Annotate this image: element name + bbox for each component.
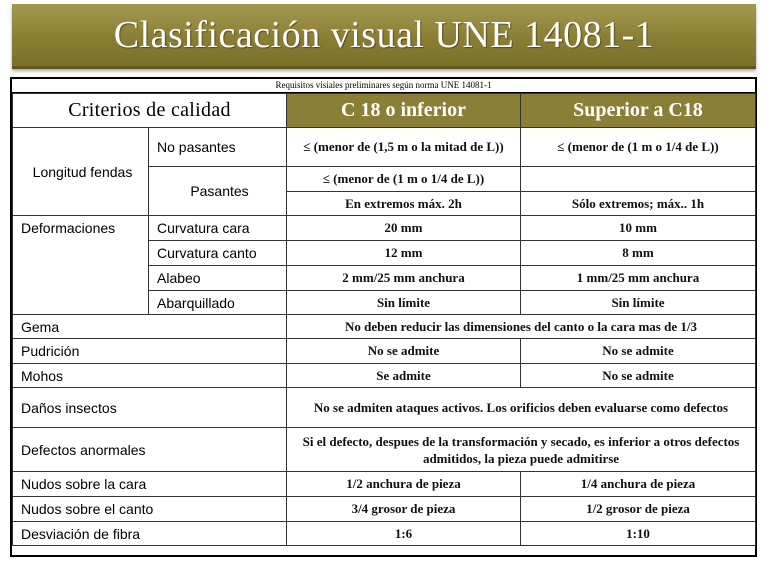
table-row	[13, 241, 756, 266]
banner-title: Clasificación visual UNE 14081-1	[113, 14, 655, 56]
longitud-fendas-label: Longitud fendas	[13, 128, 149, 216]
curvatura-canto-c18-value: 12 mm	[287, 241, 521, 266]
mohos-superior-value: No se admite	[521, 364, 756, 388]
superior-c18-header: Superior a C18	[521, 94, 756, 128]
nudos-canto-label: Nudos sobre el canto	[13, 497, 287, 522]
mohos-label: Mohos	[13, 364, 287, 388]
abarquillado-label: Abarquillado	[149, 291, 287, 315]
table-row	[13, 128, 756, 167]
deformaciones-spacer	[13, 241, 149, 266]
danos-insectos-label: Daños insectos	[13, 388, 287, 428]
pasantes-label: Pasantes	[149, 167, 287, 216]
table-row	[13, 315, 756, 339]
table-caption: Requisitos visiales preliminares según norma UNE 14081-1	[12, 79, 755, 93]
no-pasantes-c18-value: ≤ (menor de (1,5 m o la mitad de L))	[287, 128, 521, 167]
table-row	[13, 472, 756, 497]
abarquillado-c18-value: Sin límite	[287, 291, 521, 315]
curvatura-canto-label: Curvatura canto	[149, 241, 287, 266]
defectos-anormales-value: Si el defecto, despues de la transformación y secado, es inferior a otros defectos admitidos, la pieza puede admitirse	[287, 428, 756, 472]
table-row	[13, 522, 756, 546]
abarquillado-superior-value: Sin límite	[521, 291, 756, 315]
header-row	[13, 94, 756, 128]
deformaciones-spacer	[13, 291, 149, 315]
table-row	[13, 339, 756, 364]
no-pasantes-superior-value: ≤ (menor de (1 m o 1/4 de L))	[521, 128, 756, 167]
table-row	[13, 291, 756, 315]
deformaciones-label: Deformaciones	[13, 216, 149, 241]
table-row	[13, 216, 756, 241]
pasantes-c18-value: ≤ (menor de (1 m o 1/4 de L))	[287, 167, 521, 192]
table-row	[13, 428, 756, 472]
alabeo-label: Alabeo	[149, 266, 287, 291]
pudricion-c18-value: No se admite	[287, 339, 521, 364]
curvatura-cara-label: Curvatura cara	[149, 216, 287, 241]
criteria-header: Criterios de calidad	[13, 94, 287, 128]
deformaciones-spacer	[13, 266, 149, 291]
pasantes-extremos-c18-value: En extremos máx. 2h	[287, 192, 521, 216]
defectos-anormales-label: Defectos anormales	[13, 428, 287, 472]
alabeo-superior-value: 1 mm/25 mm anchura	[521, 266, 756, 291]
nudos-canto-c18-value: 3/4 grosor de pieza	[287, 497, 521, 522]
curvatura-cara-superior-value: 10 mm	[521, 216, 756, 241]
curvatura-cara-c18-value: 20 mm	[287, 216, 521, 241]
desviacion-fibra-c18-value: 1:6	[287, 522, 521, 546]
table-row	[13, 388, 756, 428]
nudos-cara-superior-value: 1/4 anchura de pieza	[521, 472, 756, 497]
pasantes-superior-empty	[521, 167, 756, 192]
nudos-cara-c18-value: 1/2 anchura de pieza	[287, 472, 521, 497]
no-pasantes-label: No pasantes	[149, 128, 287, 167]
table-row	[13, 497, 756, 522]
alabeo-c18-value: 2 mm/25 mm anchura	[287, 266, 521, 291]
criteria-document	[10, 77, 757, 557]
title-banner	[12, 4, 756, 69]
pasantes-extremos-superior-value: Sólo extremos; máx.. 1h	[521, 192, 756, 216]
danos-insectos-value: No se admiten ataques activos. Los orificios deben evaluarse como defectos	[287, 388, 756, 428]
curvatura-canto-superior-value: 8 mm	[521, 241, 756, 266]
gema-value: No deben reducir las dimensiones del canto o la cara mas de 1/3	[287, 315, 756, 339]
c18-inferior-header: C 18 o inferior	[287, 94, 521, 128]
desviacion-fibra-superior-value: 1:10	[521, 522, 756, 546]
quality-criteria-table	[12, 93, 756, 546]
nudos-cara-label: Nudos sobre la cara	[13, 472, 287, 497]
pudricion-label: Pudrición	[13, 339, 287, 364]
pudricion-superior-value: No se admite	[521, 339, 756, 364]
gema-label: Gema	[13, 315, 287, 339]
mohos-c18-value: Se admite	[287, 364, 521, 388]
desviacion-fibra-label: Desviación de fibra	[13, 522, 287, 546]
table-row	[13, 266, 756, 291]
table-row	[13, 364, 756, 388]
nudos-canto-superior-value: 1/2 grosor de pieza	[521, 497, 756, 522]
